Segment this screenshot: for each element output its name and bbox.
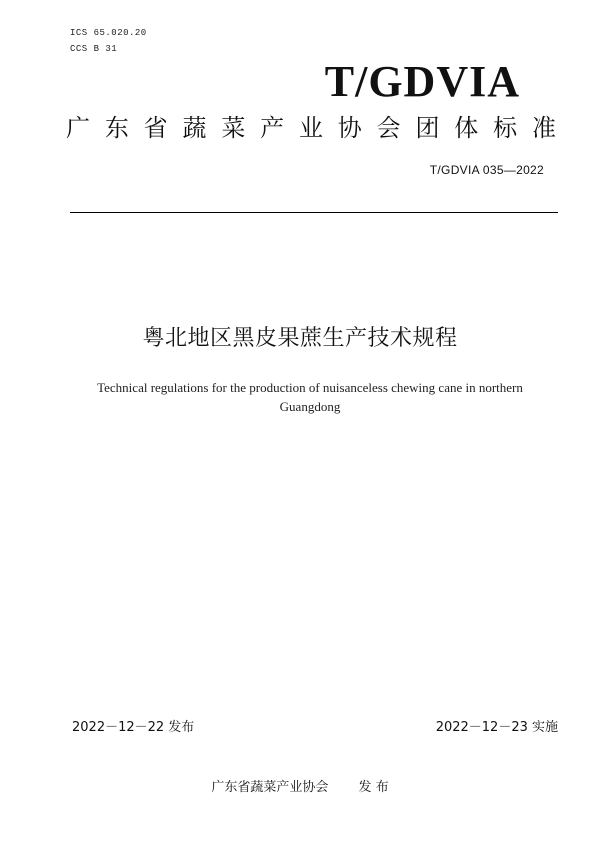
publish-action: 发 布 (358, 780, 389, 795)
publisher-name: 广东省蔬菜产业协会 (211, 780, 329, 795)
standard-type-char: 团 (415, 114, 440, 142)
ccs-code: CCS B 31 (70, 44, 118, 54)
organization-code-logo: T/GDVIA (324, 57, 520, 106)
header-divider (70, 212, 558, 213)
standard-type-char: 蔬 (182, 114, 207, 142)
title-en-line-1: Technical regulations for the production of nuisanceless chewing cane in northern (97, 380, 523, 395)
standard-type-char: 业 (298, 114, 323, 142)
document-title-cn: 粤北地区黑皮果蔗生产技术规程 (142, 326, 458, 351)
title-en-line-2: Guangdong (279, 399, 341, 414)
standard-type-char: 产 (260, 114, 285, 142)
standard-number: T/GDVIA 035—2022 (429, 163, 544, 177)
implementation-date: 2022－12－23 实施 (435, 720, 558, 735)
document-title-en (60, 378, 560, 416)
standard-type-char: 会 (376, 114, 401, 142)
standard-type-char: 省 (143, 114, 168, 142)
standard-type-char: 协 (337, 114, 362, 142)
standard-type-char: 菜 (221, 114, 246, 142)
publisher-line (0, 776, 600, 795)
standard-type-char: 广 (66, 114, 90, 142)
standard-type-char: 标 (493, 114, 518, 142)
ics-code: ICS 65.020.20 (70, 28, 147, 38)
standard-type-heading (66, 116, 556, 140)
standard-type-char: 体 (454, 114, 479, 142)
standard-type-char: 东 (104, 114, 129, 142)
standard-type-char: 准 (531, 114, 556, 142)
issue-date: 2022－12－22 发布 (72, 720, 195, 735)
